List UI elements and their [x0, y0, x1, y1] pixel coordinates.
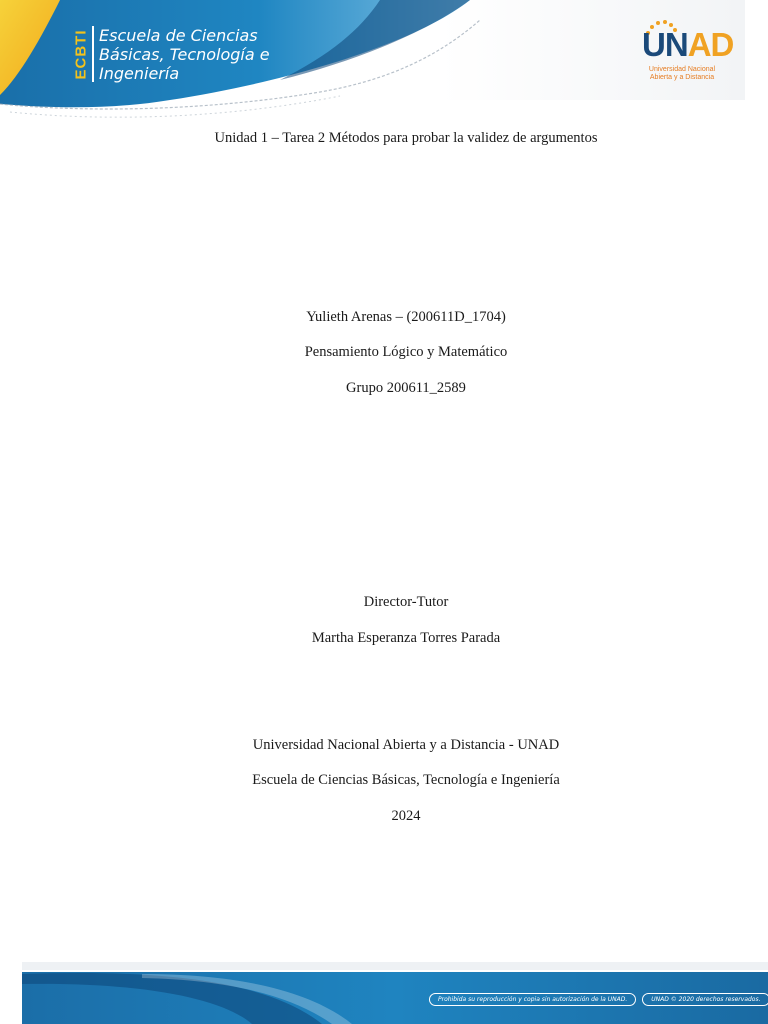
header-banner [0, 0, 768, 145]
unad-logo [642, 20, 734, 85]
ecbti-abbrev: ECBTI [72, 29, 90, 79]
footer-banner [22, 962, 768, 1024]
school-divider [92, 26, 94, 82]
school-name-line-2: Básicas, Tecnología e [99, 45, 270, 64]
course-name: Pensamiento Lógico y Matemático [304, 344, 508, 360]
institution-name: Universidad Nacional Abierta y a Distancia - UNAD [252, 737, 560, 753]
logo-subtitle-line-2: Abierta y a Distancia [649, 74, 715, 81]
school-name-line-3: Ingeniería [99, 64, 180, 83]
author-name: Yulieth Arenas – (200611D_1704) [306, 309, 506, 325]
tutor-name: Martha Esperanza Torres Parada [311, 630, 501, 646]
footer-notice [429, 992, 768, 1006]
group-number: Grupo 200611_2589 [346, 380, 466, 396]
school-name-line-1: Escuela de Ciencias [99, 26, 258, 45]
school-full-name: Escuela de Ciencias Básicas, Tecnología e Ingeniería [252, 772, 560, 788]
logo-subtitle-line-1: Universidad Nacional [648, 66, 716, 73]
logo-subtitle [642, 66, 722, 82]
footer-copyright-notice: Prohibida su reproducción y copia sin autorización de la UNAD. [429, 993, 636, 1006]
ecbti-mark [70, 24, 92, 84]
school-name [99, 26, 329, 83]
document-title: Unidad 1 – Tarea 2 Métodos para probar la validez de argumentos [214, 130, 598, 146]
footer-rights-notice: UNAD © 2020 derechos reservados. [642, 993, 768, 1006]
document-year: 2024 [391, 808, 421, 824]
tutor-role: Director-Tutor [363, 594, 449, 610]
logo-wordmark: UNAD [642, 26, 734, 63]
